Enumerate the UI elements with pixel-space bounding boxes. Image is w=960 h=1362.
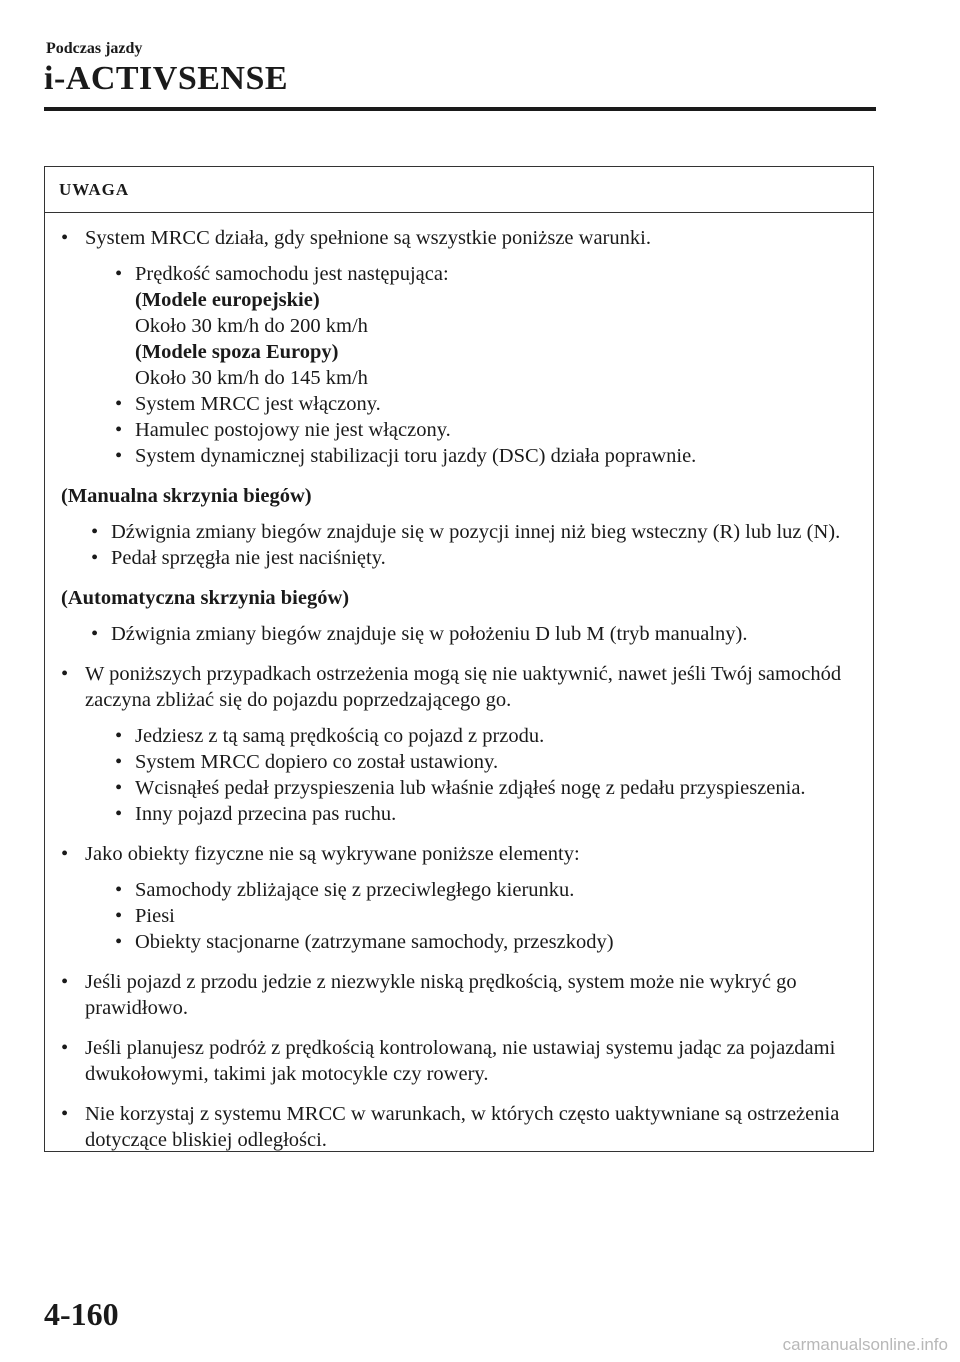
eu-models-label: (Modele europejskie)	[135, 289, 320, 311]
bullet-icon: •	[91, 547, 99, 569]
eu-speed-range: Około 30 km/h do 200 km/h	[135, 315, 368, 337]
list-item	[115, 261, 857, 391]
block-text: W poniższych przypadkach ostrzeżenia mogą się nie uaktywnić, nawet jeśli Twój samochód zaczyna zbliżać się do pojazdu poprzedzającego go.	[85, 663, 842, 711]
notice-block-warnings	[61, 661, 857, 827]
notice-block-frequent-warnings	[61, 1101, 857, 1153]
section-label: Podczas jazdy	[46, 40, 143, 57]
bullet-icon: •	[61, 227, 69, 249]
bullet-icon: •	[61, 663, 69, 685]
bullet-icon: •	[91, 623, 99, 645]
block-text: System MRCC działa, gdy spełnione są wszystkie poniższe warunki.	[85, 227, 651, 249]
bullet-icon: •	[91, 521, 99, 543]
list-item	[91, 519, 857, 545]
bullet-icon: •	[115, 751, 123, 773]
bullet-icon: •	[61, 1103, 69, 1125]
notice-block-undetected-objects	[61, 841, 857, 955]
list-item	[115, 801, 857, 827]
bullet-icon: •	[115, 777, 123, 799]
block-text: Jeśli planujesz podróż z prędkością kontrolowaną, nie ustawiaj systemu jadąc za pojazdami dwukołowymi, takimi jak motocykle czy rowery.	[85, 1037, 836, 1085]
speed-intro: Prędkość samochodu jest następująca:	[135, 263, 449, 285]
list-item	[115, 929, 857, 955]
list-item-text: Pedał sprzęgła nie jest naciśnięty.	[111, 547, 386, 569]
page-number: 4-160	[44, 1296, 119, 1332]
notice-block-conditions	[61, 225, 857, 469]
block-text: Jako obiekty fizyczne nie są wykrywane poniższe elementy:	[85, 843, 580, 865]
sub-list	[85, 723, 857, 827]
list-item-text: Samochody zbliżające się z przeciwległego kierunku.	[135, 879, 575, 901]
bullet-icon: •	[115, 263, 123, 285]
bullet-icon: •	[115, 803, 123, 825]
notice-block-two-wheelers	[61, 1035, 857, 1087]
sub-list	[61, 621, 857, 647]
list-item	[115, 877, 857, 903]
title-divider	[44, 107, 876, 111]
list-item	[91, 545, 857, 571]
notice-block-slow-vehicle	[61, 969, 857, 1021]
list-item-text: Hamulec postojowy nie jest włączony.	[135, 419, 451, 441]
list-item-text: Piesi	[135, 905, 175, 927]
bullet-icon: •	[61, 1037, 69, 1059]
list-item	[115, 903, 857, 929]
bullet-icon: •	[115, 393, 123, 415]
bullet-icon: •	[115, 725, 123, 747]
bullet-icon: •	[115, 445, 123, 467]
list-item	[115, 417, 857, 443]
list-item-text: System MRCC dopiero co został ustawiony.	[135, 751, 499, 773]
list-item-text: Obiekty stacjonarne (zatrzymane samochody, przeszkody)	[135, 931, 614, 953]
notice-label: UWAGA	[45, 167, 873, 213]
sub-list	[85, 877, 857, 955]
list-item-text: System MRCC jest włączony.	[135, 393, 381, 415]
non-eu-speed-range: Około 30 km/h do 145 km/h	[135, 367, 368, 389]
list-item-text: System dynamicznej stabilizacji toru jazdy (DSC) działa poprawnie.	[135, 445, 697, 467]
manual-transmission-heading: (Manualna skrzynia biegów)	[61, 485, 312, 507]
list-item-text: Inny pojazd przecina pas ruchu.	[135, 803, 397, 825]
bullet-icon: •	[115, 931, 123, 953]
list-item-text: Dźwignia zmiany biegów znajduje się w pozycji innej niż bieg wsteczny (R) lub luz (N).	[111, 521, 841, 543]
list-item-text: Wcisnąłeś pedał przyspieszenia lub właśnie zdjąłeś nogę z pedału przyspieszenia.	[135, 777, 806, 799]
automatic-transmission-heading: (Automatyczna skrzynia biegów)	[61, 587, 350, 609]
bullet-icon: •	[61, 843, 69, 865]
non-eu-models-label: (Modele spoza Europy)	[135, 341, 339, 363]
bullet-icon: •	[61, 971, 69, 993]
list-item-text: Dźwignia zmiany biegów znajduje się w położeniu D lub M (tryb manualny).	[111, 623, 748, 645]
list-item	[115, 775, 857, 801]
bullet-icon: •	[115, 419, 123, 441]
list-item-text: Jedziesz z tą samą prędkością co pojazd z przodu.	[135, 725, 545, 747]
list-item	[115, 749, 857, 775]
list-item	[115, 391, 857, 417]
bullet-icon: •	[115, 905, 123, 927]
notice-body	[45, 213, 873, 1153]
sub-list	[85, 261, 857, 469]
sub-list	[61, 519, 857, 571]
notice-box	[44, 166, 874, 1152]
block-text: Nie korzystaj z systemu MRCC w warunkach, w których często uaktywniane są ostrzeżenia dotyczące bliskiej odległości.	[85, 1103, 840, 1151]
list-item	[115, 723, 857, 749]
page-title: i-ACTIVSENSE	[44, 60, 289, 97]
bullet-icon: •	[115, 879, 123, 901]
list-item	[115, 443, 857, 469]
block-text: Jeśli pojazd z przodu jedzie z niezwykle niską prędkością, system może nie wykryć go prawidłowo.	[85, 971, 797, 1019]
list-item	[91, 621, 857, 647]
watermark: carmanualsonline.info	[782, 1335, 948, 1354]
